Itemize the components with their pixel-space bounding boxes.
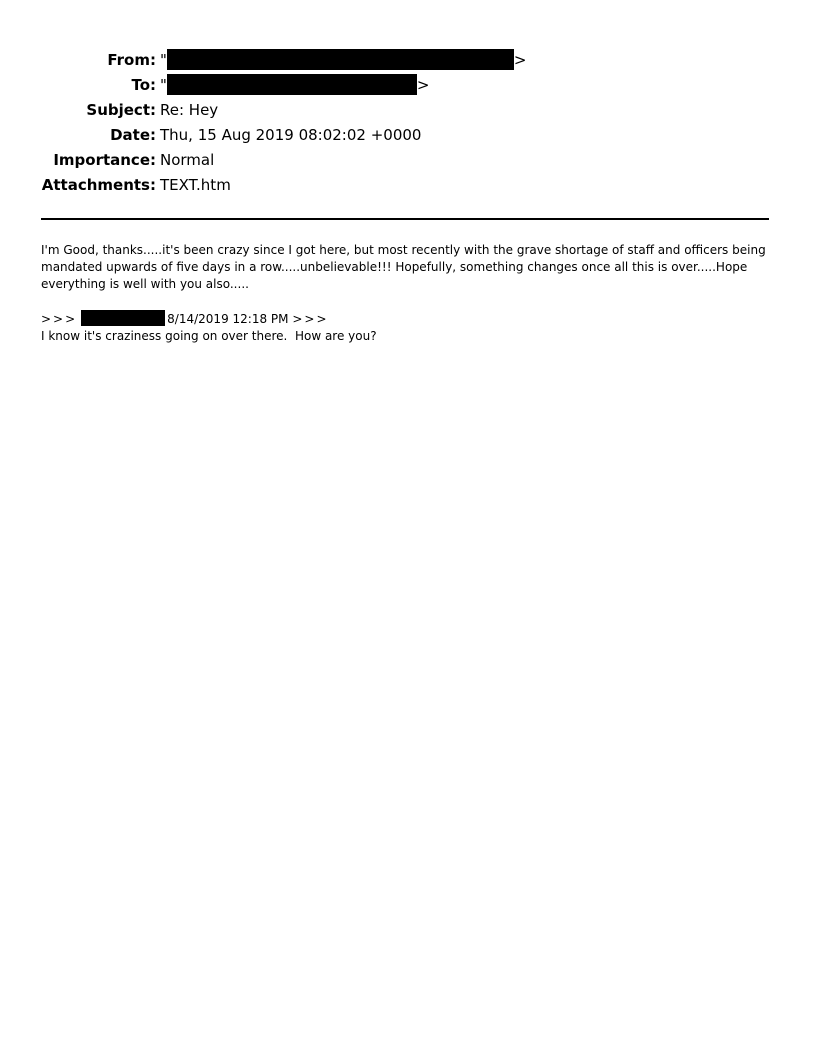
redaction-block: [167, 49, 514, 70]
subject-row: [0, 98, 816, 123]
reply-text: I'm Good, thanks.....it's been crazy since I got here, but most recently with the grave shortage of staff and officers being mandated upwards of five days in a row.....unbelievable!!! Hopefully, something changes once all this is over.....Hope everything is well with you also.....: [41, 243, 766, 291]
redaction-block: [167, 74, 417, 95]
from-label: From:: [107, 51, 156, 69]
date-value: Thu, 15 Aug 2019 08:02:02 +0000: [160, 126, 422, 144]
header-divider: [41, 218, 769, 220]
from-row: [0, 48, 816, 73]
from-value: [160, 48, 526, 73]
quoted-message-header: [41, 310, 771, 328]
quoted-text: I know it's craziness going on over there. How are you?: [41, 329, 377, 343]
quote-datetime: 8/14/2019 12:18 PM: [167, 312, 289, 326]
attachments-value: TEXT.htm: [160, 176, 231, 194]
attachments-label: Attachments:: [41, 176, 156, 194]
attachments-row: [0, 173, 816, 198]
to-value: [160, 73, 429, 98]
subject-value: Re: Hey: [160, 101, 219, 119]
quote-marker-start: >>>: [41, 312, 78, 326]
importance-value: Normal: [160, 151, 215, 169]
from-close-bracket: >: [513, 51, 527, 69]
to-label: To:: [131, 76, 156, 94]
importance-label: Importance:: [53, 151, 156, 169]
to-close-bracket: >: [416, 76, 430, 94]
importance-row: [0, 148, 816, 173]
quote-marker-end: >>>: [292, 312, 329, 326]
message-body: [41, 242, 771, 345]
to-open-quote: ": [160, 76, 167, 94]
to-row: [0, 73, 816, 98]
date-label: Date:: [110, 126, 156, 144]
email-header: [0, 48, 816, 198]
from-open-quote: ": [160, 51, 167, 69]
redaction-block: [81, 310, 165, 326]
date-row: [0, 123, 816, 148]
subject-label: Subject:: [86, 101, 156, 119]
